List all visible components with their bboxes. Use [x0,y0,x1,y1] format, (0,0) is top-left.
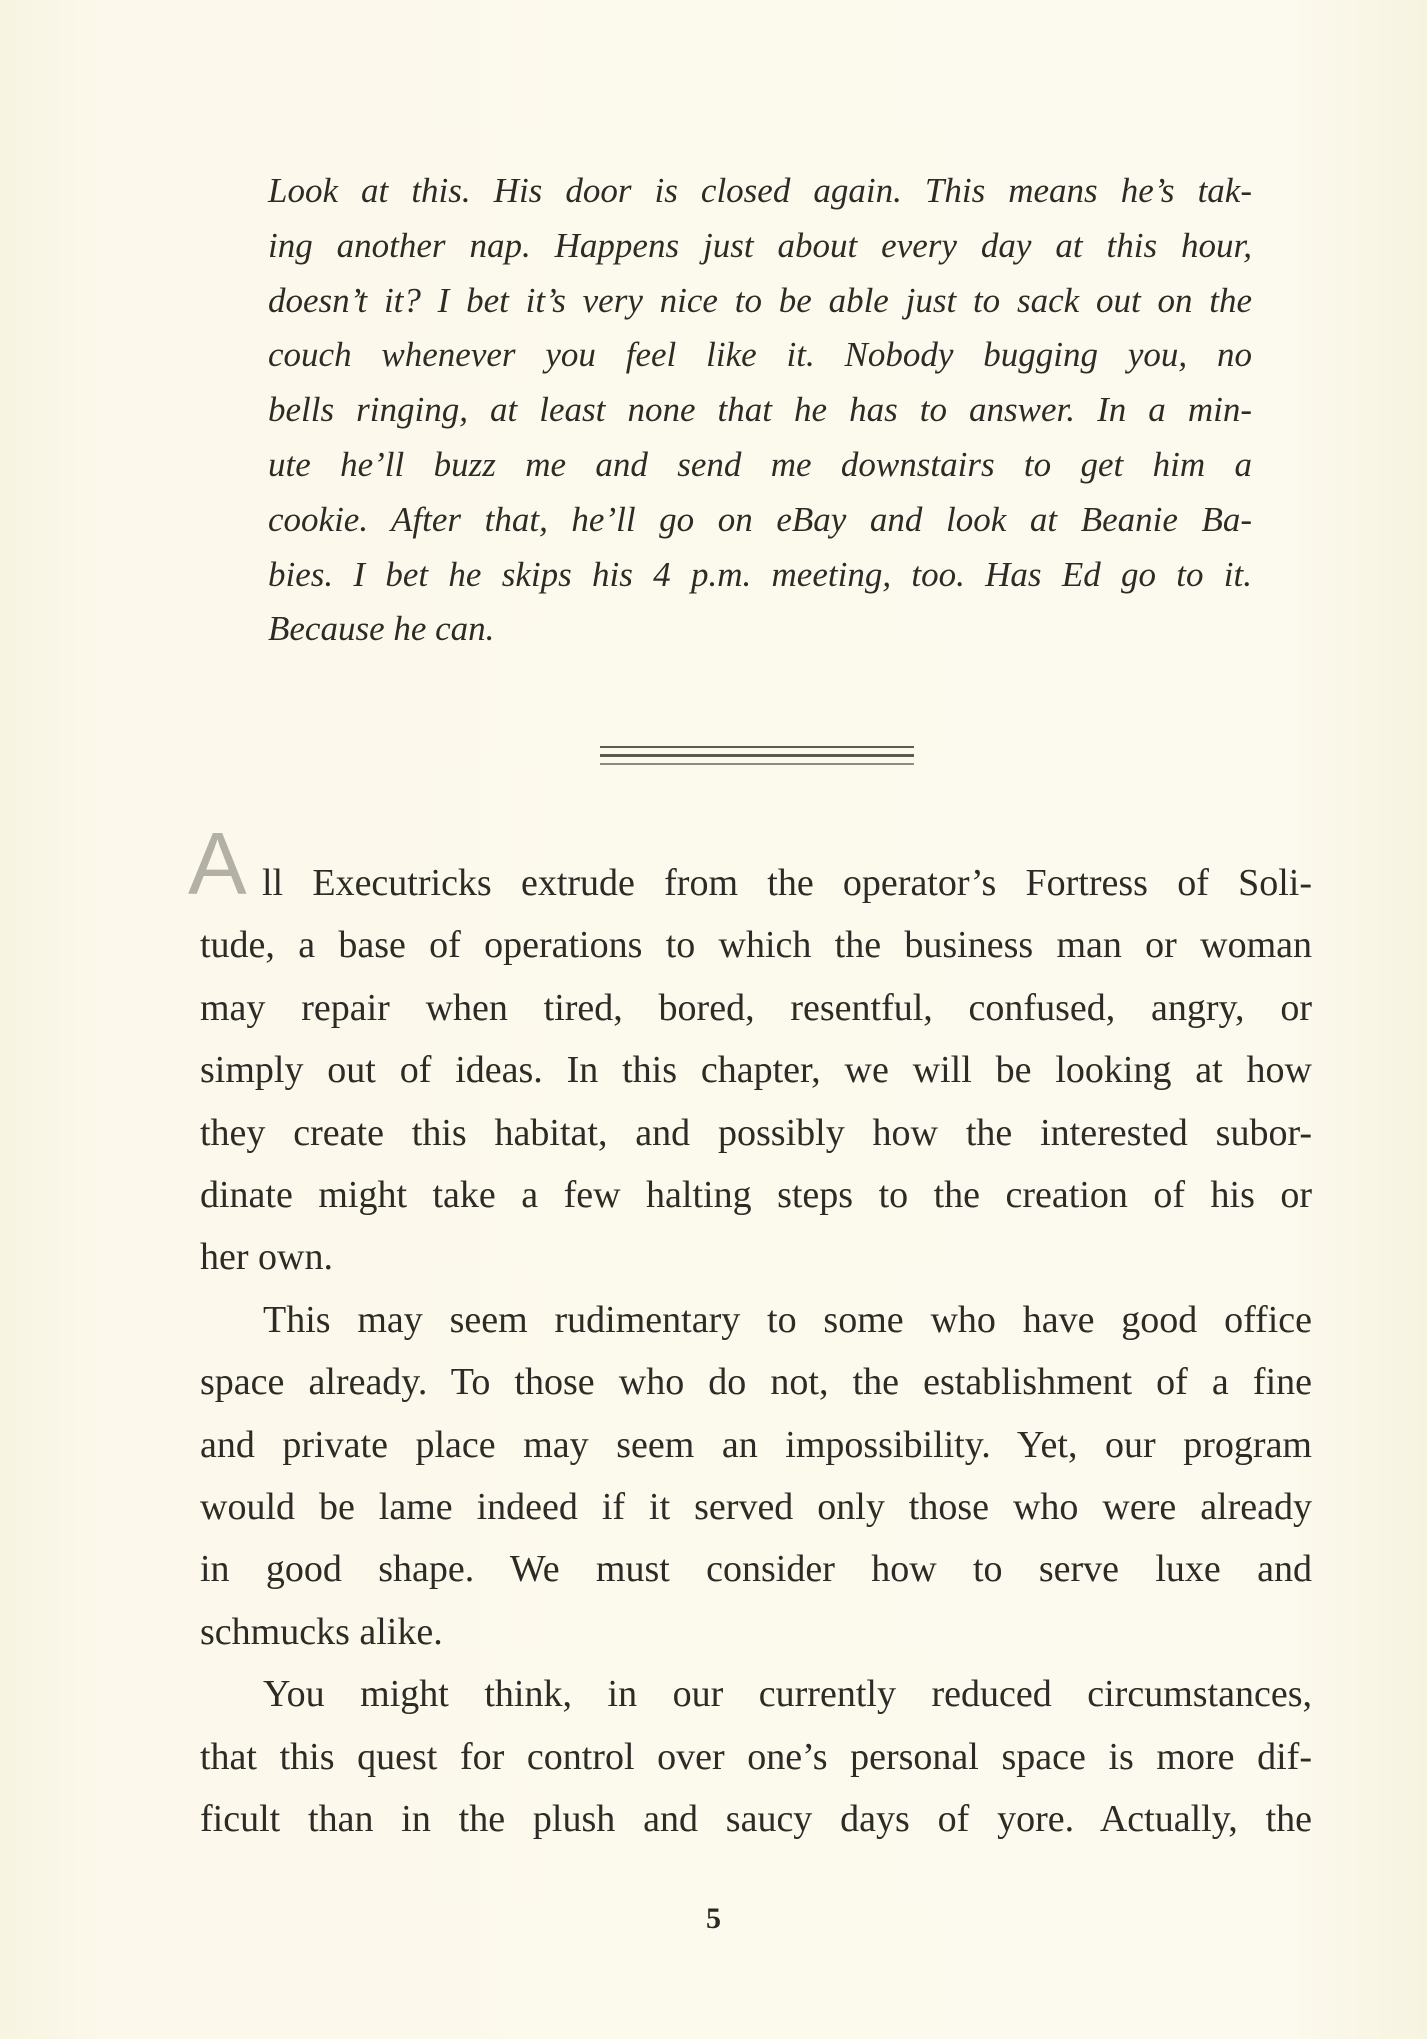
paragraph-line: her own. [200,1236,333,1279]
page-number: 5 [706,1902,721,1935]
paragraph-line: space already. To those who do not, the establishment of a fine [200,1361,1312,1404]
extract-line: ing another nap. Happens just about every day at this hour, [268,225,1252,265]
extract-line: doesn’t it? I bet it’s very nice to be able just to sack out on the [268,280,1252,320]
paragraph-line: ficult than in the plush and saucy days of yore. Actually, the [200,1798,1312,1841]
paragraph-line: You might think, in our currently reduced circumstances, [263,1673,1312,1716]
extract-line: Look at this. His door is closed again. This means he’s tak- [268,171,1252,210]
paragraph-line: simply out of ideas. In this chapter, we will be looking at how [200,1049,1312,1092]
extract-line: bies. I bet he skips his 4 p.m. meeting, too. Has Ed go to it. [268,554,1252,594]
extract-line: couch whenever you feel like it. Nobody bugging you, no [268,335,1252,375]
paragraph-line: dinate might take a few halting steps to the creation of his or [200,1174,1312,1217]
extract-line: ute he’ll buzz me and send me downstairs to get him a [268,444,1252,484]
paragraph-line: that this quest for control over one’s personal space is more dif- [200,1735,1312,1778]
extract-line: bells ringing, at least none that he has to answer. In a min- [268,390,1252,430]
paragraph-line: and private place may seem an impossibility. Yet, our program [200,1423,1312,1466]
body-text [200,852,1312,1851]
drop-cap: A [188,814,247,913]
paragraph-line: ll Executricks extrude from the operator’s Fortress of Soli- [262,862,1312,904]
section-divider [600,746,914,770]
paragraph-line: in good shape. We must consider how to serve luxe and [200,1548,1312,1591]
italic-extract [268,164,1252,657]
paragraph-line: would be lame indeed if it served only those who were already [200,1486,1312,1529]
divider-rule [600,754,914,757]
paragraph-line: tude, a base of operations to which the business man or woman [200,924,1312,967]
paragraph-line: may repair when tired, bored, resentful, confused, angry, or [200,986,1312,1029]
paragraph-line: they create this habitat, and possibly how the interested subor- [200,1111,1312,1154]
extract-line: cookie. After that, he’ll go on eBay and look at Beanie Ba- [268,499,1252,539]
paragraph-line: This may seem rudimentary to some who have good office [263,1298,1312,1341]
extract-line: Because he can. [268,609,495,649]
divider-rule [600,763,914,765]
divider-rule [600,746,914,748]
paragraph-line: schmucks alike. [200,1610,443,1653]
